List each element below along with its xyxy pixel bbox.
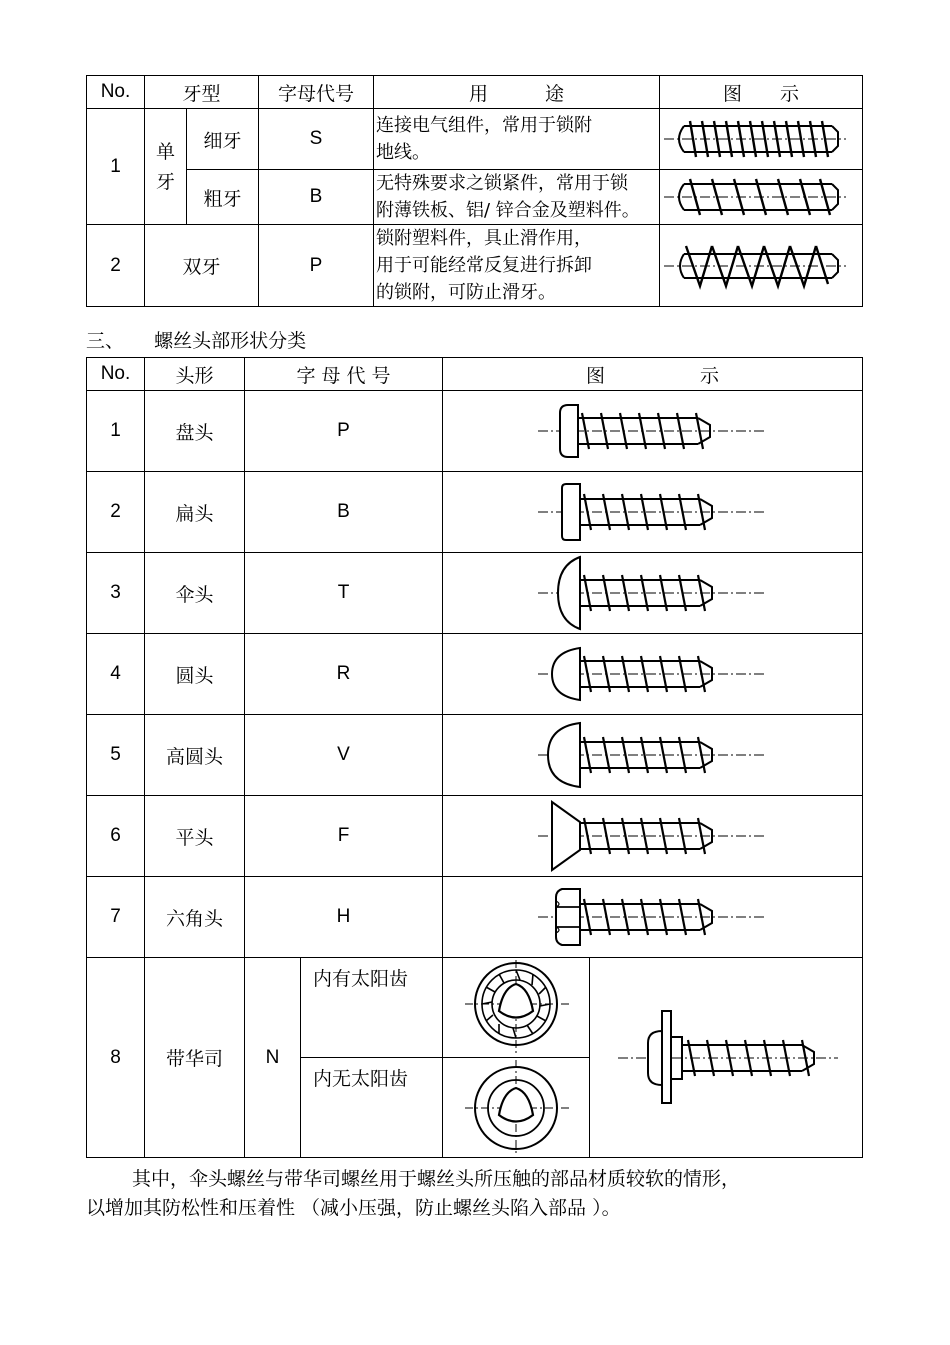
washer-head-screw-icon [590,958,863,1158]
table-row [87,958,863,1058]
header-letter-code: 字母代号 [259,76,374,109]
coarse-thread-screw-icon [660,170,863,225]
table-row [87,877,863,958]
footnote-line-1: 其中，伞头螺丝与带华司螺丝用于螺丝头所压触的部品材质较软的情形， [132,1168,741,1190]
row-number: 5 [87,715,145,796]
letter-code: B [245,472,443,553]
plain-washer-icon [443,1058,590,1158]
letter-code: T [245,553,443,634]
pan-head-screw-icon [443,391,863,472]
head-shape: 平头 [145,796,245,877]
letter-code: P [245,391,443,472]
letter-code: F [245,796,443,877]
header-usage: 用 途 [374,76,660,109]
head-shape-table [86,357,863,1158]
letter-code: R [245,634,443,715]
round-head-screw-icon [443,634,863,715]
head-shape: 扁头 [145,472,245,553]
header-letter-code: 字 母 代 号 [245,358,443,391]
header-no: No. [87,358,145,391]
thread-type: 双牙 [145,225,259,307]
letter-code: S [259,109,374,170]
header-no: No. [87,76,145,109]
countersunk-head-screw-icon [443,796,863,877]
usage-text: 连接电气组件，常用于锁附 地线。 [374,109,660,170]
letter-code: H [245,877,443,958]
table-row [87,472,863,553]
header-figure: 图 示 [660,76,863,109]
head-shape: 盘头 [145,391,245,472]
double-thread-screw-icon [660,225,863,307]
table-row [87,553,863,634]
letter-code: P [259,225,374,307]
letter-code: N [245,958,301,1158]
sub-type: 粗牙 [187,170,259,225]
single-thread-label: 单 牙 [145,109,187,225]
sub-type: 细牙 [187,109,259,170]
truss-head-screw-icon [443,553,863,634]
hex-head-screw-icon [443,877,863,958]
thread-type-table [86,75,863,307]
fine-thread-screw-icon [660,109,863,170]
header-figure: 图 示 [443,358,863,391]
row-number: 2 [87,472,145,553]
head-shape: 六角头 [145,877,245,958]
row-number: 1 [87,391,145,472]
section-heading [86,326,306,353]
table-row [87,391,863,472]
washer-subtype: 内无太阳齿 [301,1058,443,1158]
letter-code: B [259,170,374,225]
table-row [87,715,863,796]
section-number: 三、 [86,330,125,352]
head-shape: 带华司 [145,958,245,1158]
header-head-shape: 头形 [145,358,245,391]
head-shape: 圆头 [145,634,245,715]
usage-text: 锁附塑料件，具止滑作用， 用于可能经常反复进行拆卸 的锁附，可防止滑牙。 [374,225,660,307]
table-row [87,796,863,877]
row-number: 2 [87,225,145,307]
row-number: 1 [87,109,145,225]
head-shape: 高圆头 [145,715,245,796]
usage-text: 无特殊要求之锁紧件，常用于锁 附薄铁板、铝/ 锌合金及塑料件。 [374,170,660,225]
flat-pan-head-screw-icon [443,472,863,553]
letter-code: V [245,715,443,796]
row-number: 3 [87,553,145,634]
row-number: 8 [87,958,145,1158]
header-thread-type: 牙型 [145,76,259,109]
row-number: 6 [87,796,145,877]
footnote-line-2: 以增加其防松性和压着性 （减小压强，防止螺丝头陷入部品 ）。 [86,1197,621,1219]
high-round-head-screw-icon [443,715,863,796]
table-row [87,634,863,715]
serrated-washer-icon [443,958,590,1058]
head-shape: 伞头 [145,553,245,634]
section-title: 螺丝头部形状分类 [154,330,307,352]
row-number: 4 [87,634,145,715]
washer-subtype: 内有太阳齿 [301,958,443,1058]
row-number: 7 [87,877,145,958]
